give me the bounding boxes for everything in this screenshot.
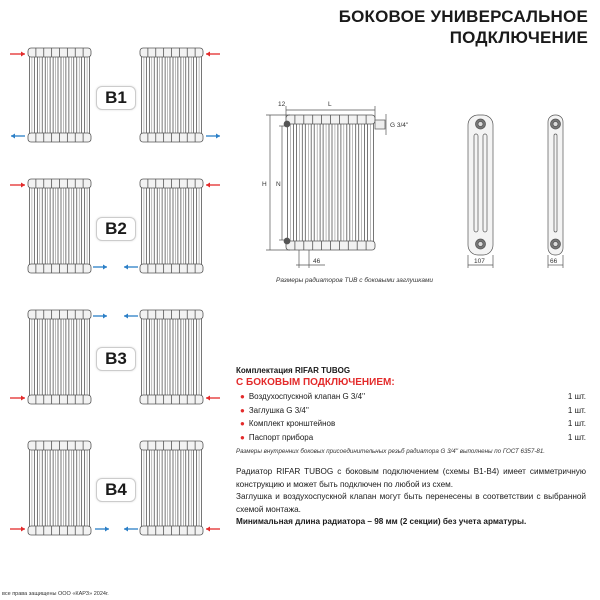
bullet-icon: ● — [240, 419, 245, 428]
thread-label: G 3/4'' — [390, 122, 409, 129]
dim-12: 12 — [278, 101, 286, 108]
return-arrow-icon — [124, 527, 138, 532]
return-arrow-icon — [206, 134, 220, 139]
bullet-icon: ● — [240, 392, 245, 401]
kit-item — [236, 390, 586, 404]
kit-note: Размеры внутренних боковых присоединительных резьб радиатора G 3/4'' выполнены по ГОСТ 6357-81. — [236, 448, 545, 455]
kit-heading: Комплектация RIFAR TUBOG — [236, 366, 351, 375]
radiator — [28, 179, 91, 273]
scheme-label-b4: B4 — [96, 478, 136, 502]
radiator — [28, 48, 91, 142]
supply-arrow-icon — [10, 183, 25, 188]
radiator — [28, 441, 91, 535]
supply-arrow-icon — [206, 527, 220, 532]
kit-item-qty: 1 шт. — [567, 419, 586, 428]
supply-arrow-icon — [206, 52, 220, 57]
dim-66: 66 — [550, 258, 558, 265]
description-p3: Минимальная длина радиатора – 98 мм (2 секции) без учета арматуры. — [236, 517, 527, 527]
side-view-front — [468, 115, 493, 255]
kit-item-name: Заглушка G 3/4'' — [248, 405, 309, 415]
return-arrow-icon — [124, 314, 138, 319]
return-arrow-icon — [11, 134, 25, 139]
dim-N: N — [276, 181, 281, 188]
connection-schemes — [10, 48, 220, 535]
scheme-label-b2: B2 — [96, 217, 136, 241]
return-arrow-icon — [93, 314, 107, 319]
kit-item-name: Воздухоспускной клапан G 3/4'' — [248, 392, 366, 401]
supply-arrow-icon — [10, 52, 25, 57]
kit-item-qty: 1 шт. — [567, 405, 586, 415]
dim-L: L — [328, 101, 332, 108]
bullet-icon: ● — [240, 405, 245, 415]
kit-item-name: Комплект кронштейнов — [248, 419, 336, 428]
supply-arrow-icon — [10, 396, 25, 401]
radiator — [140, 310, 203, 404]
scheme-label-b3: B3 — [96, 347, 136, 371]
radiator — [140, 179, 203, 273]
description-p2: Заглушка и воздухоспускной клапан могут быть перенесены в соответствии с выбранной схемой монтажа. — [236, 492, 586, 514]
radiator — [286, 115, 375, 250]
return-arrow-icon — [95, 527, 109, 532]
technical-drawing — [266, 106, 563, 268]
supply-arrow-icon — [206, 183, 220, 188]
dim-46: 46 — [313, 258, 321, 265]
kit-item-qty: 1 шт. — [567, 432, 586, 442]
kit-item — [236, 417, 586, 431]
radiator — [28, 310, 91, 404]
dim-107: 107 — [474, 258, 485, 265]
kit-item — [236, 431, 586, 445]
radiator — [140, 48, 203, 142]
description-p1: Радиатор RIFAR TUBOG с боковым подключением (схемы B1-B4) имеет симметричную конструкцию и может быть подключен по любой из схем. — [236, 467, 586, 489]
bullet-icon: ● — [240, 432, 245, 442]
radiator — [140, 441, 203, 535]
kit-subheading: С БОКОВЫМ ПОДКЛЮЧЕНИЕМ: — [236, 377, 395, 388]
page-title: БОКОВОЕ УНИВЕРСАЛЬНОЕ ПОДКЛЮЧЕНИЕ — [338, 7, 588, 47]
kit-section — [236, 366, 586, 455]
kit-item — [236, 404, 586, 418]
return-arrow-icon — [93, 265, 107, 270]
return-arrow-icon — [124, 265, 138, 270]
drawing-caption: Размеры радиаторов TUB с боковыми заглушками — [276, 277, 434, 284]
supply-arrow-icon — [206, 396, 220, 401]
scheme-label-b1: B1 — [96, 86, 136, 110]
dim-H: H — [262, 181, 267, 188]
description — [236, 466, 586, 529]
copyright: все права защищены ООО «КАРЗ» 2024г. — [2, 591, 109, 597]
kit-item-name: Паспорт прибора — [248, 432, 314, 442]
side-view-side — [548, 115, 563, 255]
kit-item-qty: 1 шт. — [567, 392, 586, 401]
supply-arrow-icon — [10, 527, 25, 532]
